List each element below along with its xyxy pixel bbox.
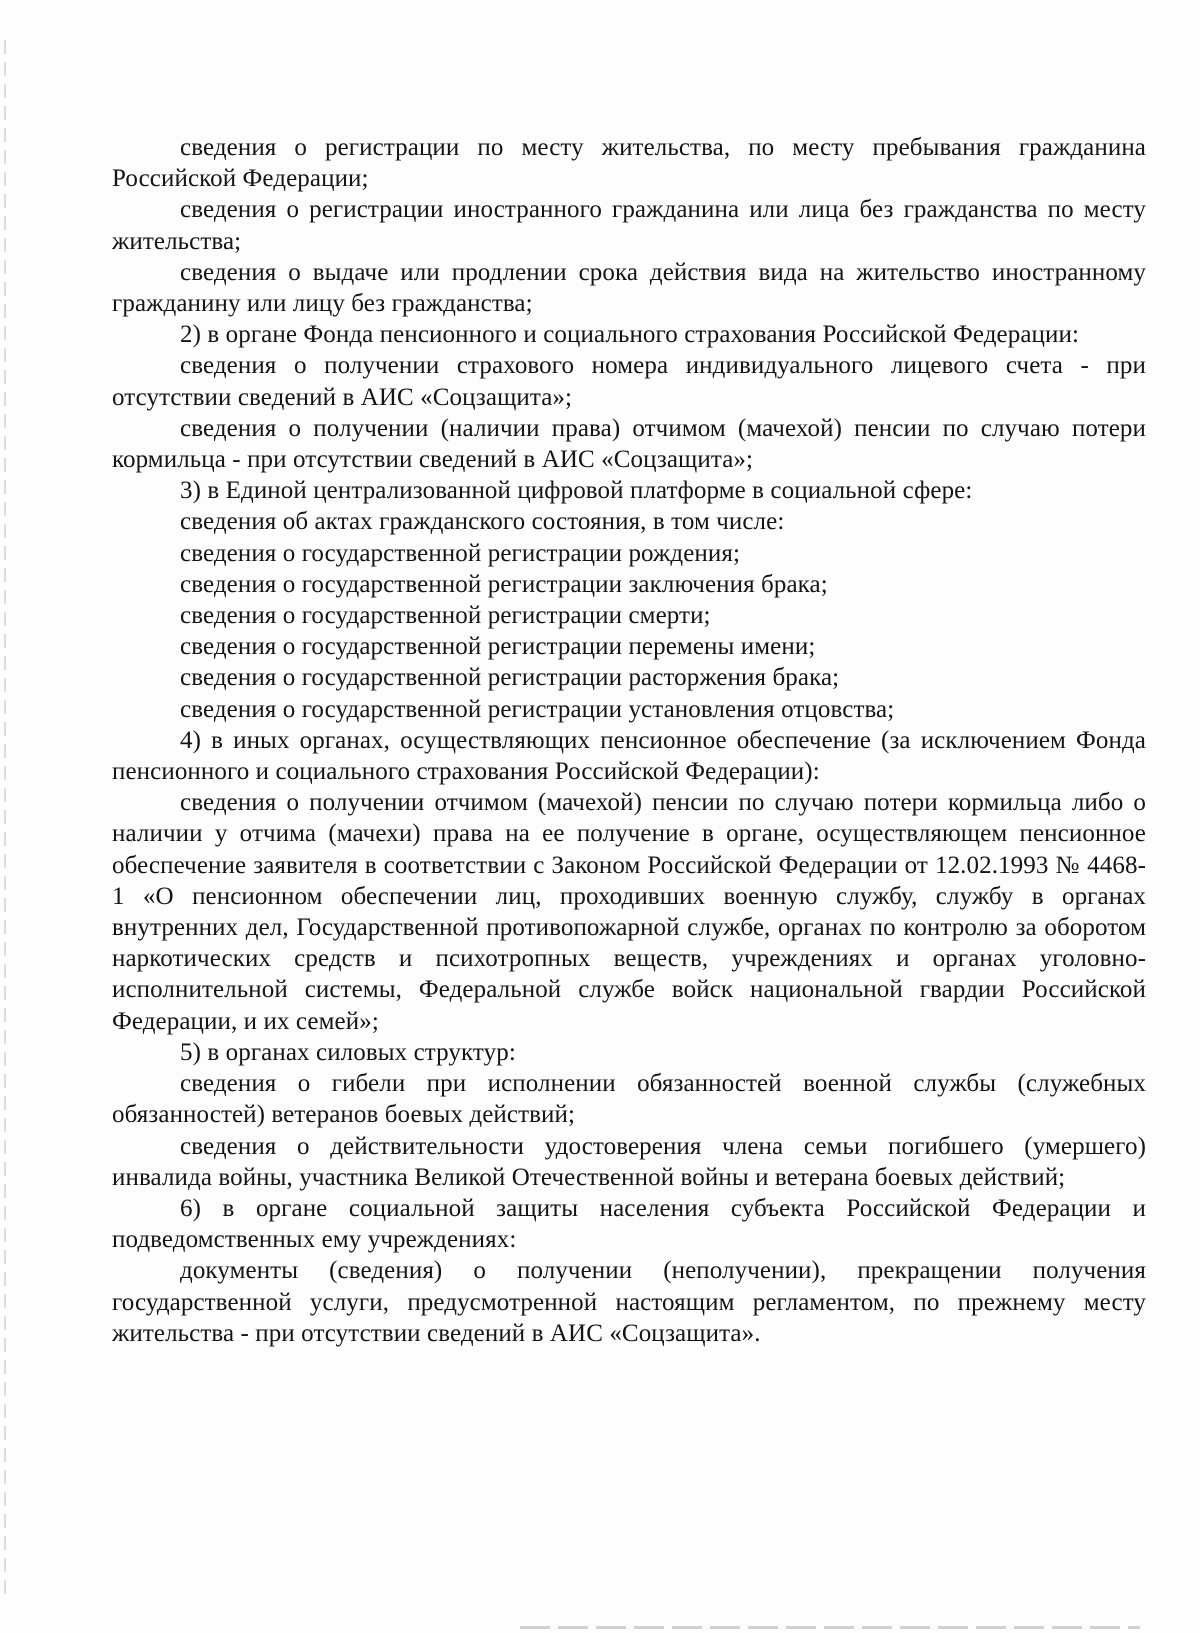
paragraph: документы (сведения) о получении (неполучении), прекращении получения государственной услуги, предусмотренной настоящим регламентом, по прежнему месту жительства - при отсутствии сведений в АИС «Соцзащита». [112, 1257, 1146, 1347]
paragraph: сведения о регистрации иностранного гражданина или лица без гражданства по месту жительства; [112, 196, 1146, 255]
paragraph: сведения о получении страхового номера индивидуального лицевого счета - при отсутствии сведений в АИС «Соцзащита»; [112, 352, 1146, 411]
list-item-heading: 5) в органах силовых структур: [180, 1038, 516, 1066]
paragraph: сведения о получении (наличии права) отчимом (мачехой) пенсии по случаю потери кормильца - при отсутствии сведений в АИС «Соцзащита»; [112, 414, 1146, 474]
scan-edge-artifact [4, 40, 6, 1600]
paragraph: сведения о государственной регистрации перемены имени; [180, 633, 816, 661]
paragraph: сведения о государственной регистрации смерти; [180, 602, 711, 630]
list-item-heading: 3) в Единой централизованной цифровой платформе в социальной сфере: [180, 477, 973, 505]
paragraph: сведения о гибели при исполнении обязанностей военной службы (служебных обязанностей) ветеранов боевых действий; [112, 1070, 1146, 1129]
paragraph: сведения о получении отчимом (мачехой) пенсии по случаю потери кормильца либо о наличии у отчима (мачехи) права на ее получение в органе, осуществляющем пенсионное обеспечение заявителя в соответствии с Законом Российской Федерации от 12.02.1993 № 4468-1 «О пенсионном обеспечении лиц, проходивших военную службу, службу в органах внутренних дел, Государственной противопожарной службе, органах по контролю за оборотом наркотических средств и психотропных веществ, учреждениях и органах уголовно-исполнительной системы, Федеральной службе войск национальной гвардии Российской Федерации, и их семей»; [112, 789, 1146, 1035]
paragraph: сведения о государственной регистрации установления отцовства; [180, 695, 895, 723]
paragraph: сведения о государственной регистрации заключения брака; [180, 570, 828, 598]
paragraph: сведения о государственной регистрации расторжения брака; [180, 664, 840, 692]
list-item-heading: 6) в органе социальной защиты населения субъекта Российской Федерации и подведомственных ему учреждениях: [112, 1194, 1146, 1254]
scan-bottom-artifact [520, 1626, 1140, 1629]
paragraph: сведения о государственной регистрации рождения; [180, 539, 741, 567]
list-item-heading: 4) в иных органах, осуществляющих пенсионное обеспечение (за исключением Фонда пенсионного и социального страхования Российской Федерации): [112, 726, 1146, 786]
paragraph: сведения о выдаче или продлении срока действия вида на жительство иностранному гражданину или лицу без гражданства; [112, 258, 1146, 318]
paragraph: сведения о действительности удостоверения члена семьи погибшего (умершего) инвалида войны, участника Великой Отечественной войны и ветерана боевых действий; [112, 1132, 1146, 1191]
document-body [112, 132, 1146, 1349]
paragraph: сведения о регистрации по месту жительства, по месту пребывания гражданина Российской Федерации; [112, 134, 1146, 193]
list-item-heading: 2) в органе Фонда пенсионного и социального страхования Российской Федерации: [180, 321, 1080, 349]
paragraph: сведения об актах гражданского состояния, в том числе: [180, 508, 785, 536]
